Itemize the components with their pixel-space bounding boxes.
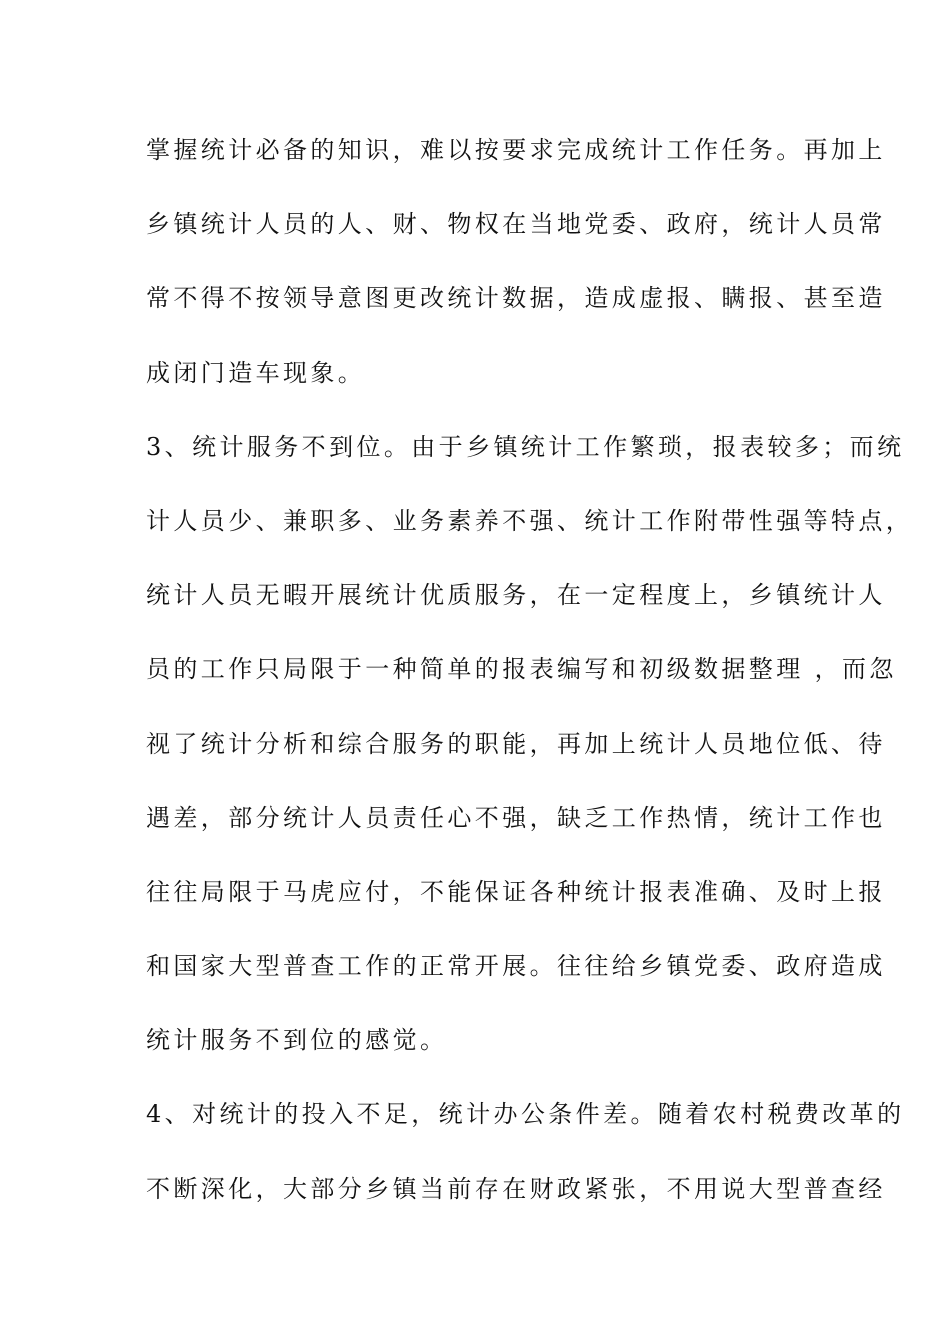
text-line-9: 视了统计分析和综合服务的职能，再加上统计人员地位低、待 — [146, 729, 886, 758]
text-line-8: 员的工作只局限于一种简单的报表编写和初级数据整理 ，而忽 — [146, 655, 897, 684]
text-line-2: 乡镇统计人员的人、财、物权在当地党委、政府，统计人员常 — [146, 210, 886, 239]
text-line-6: 计人员少、兼职多、业务素养不强、统计工作附带性强等特点， — [146, 506, 914, 535]
text-line-1: 掌握统计必备的知识，难以按要求完成统计工作任务。再加上 — [146, 136, 886, 164]
text-line-13: 统计服务不到位的感觉。 — [146, 1026, 448, 1055]
text-line-5: 3、统计服务不到位。由于乡镇统计工作繁琐，报表较多；而统 — [146, 432, 905, 461]
text-line-7: 统计人员无暇开展统计优质服务，在一定程度上，乡镇统计人 — [146, 581, 886, 610]
text-line-15: 不断深化，大部分乡镇当前存在财政紧张，不用说大型普查经 — [146, 1174, 886, 1203]
text-line-14: 4、对统计的投入不足，统计办公条件差。随着农村税费改革的 — [146, 1100, 905, 1129]
text-line-3: 常不得不按领导意图更改统计数据，造成虚报、瞒报、甚至造 — [146, 284, 886, 313]
text-line-4: 成闭门造车现象。 — [146, 358, 366, 387]
text-line-12: 和国家大型普查工作的正常开展。往往给乡镇党委、政府造成 — [146, 952, 886, 981]
text-line-11: 往往局限于马虎应付，不能保证各种统计报表准确、及时上报 — [146, 877, 886, 906]
text-line-10: 遇差，部分统计人员责任心不强，缺乏工作热情，统计工作也 — [146, 803, 886, 832]
body-text — [146, 128, 914, 1241]
